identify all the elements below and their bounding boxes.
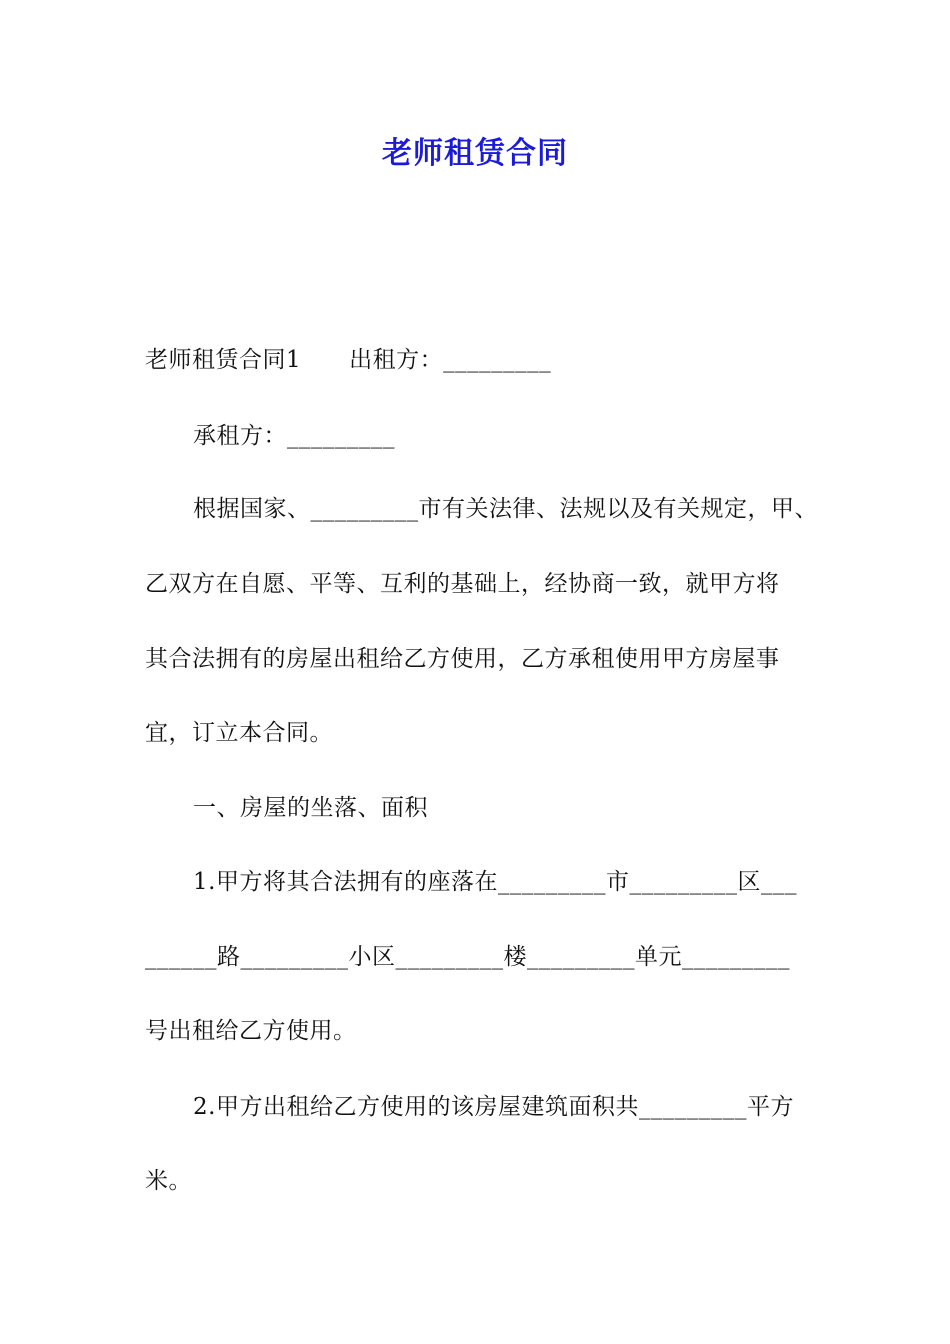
paragraph-line: ______路_________小区_________楼_________单元_________ (145, 944, 790, 970)
lessee-field: 承租方：_________ (193, 423, 395, 449)
section-heading: 一、房屋的坐落、面积 (193, 795, 428, 821)
paragraph-line: 乙双方在自愿、平等、互利的基础上，经协商一致，就甲方将 (145, 571, 780, 597)
document-title: 老师租赁合同 (382, 136, 568, 171)
paragraph-line: 2.甲方出租给乙方使用的该房屋建筑面积共_________平方 (193, 1094, 794, 1120)
lessor-field: 出租方：_________ (349, 347, 552, 373)
paragraph-line: 1.甲方将其合法拥有的座落在_________市_________区___ (193, 869, 797, 895)
contract-number-label: 老师租赁合同1 (145, 347, 302, 373)
contract-heading-line (145, 344, 825, 376)
paragraph-line: 米。 (145, 1168, 192, 1194)
paragraph-line: 其合法拥有的房屋出租给乙方使用，乙方承租使用甲方房屋事 (145, 646, 780, 672)
paragraph-line: 号出租给乙方使用。 (145, 1018, 357, 1044)
paragraph-line: 宜，订立本合同。 (145, 720, 333, 746)
paragraph-line: 根据国家、_________市有关法律、法规以及有关规定，甲、 (193, 496, 818, 522)
